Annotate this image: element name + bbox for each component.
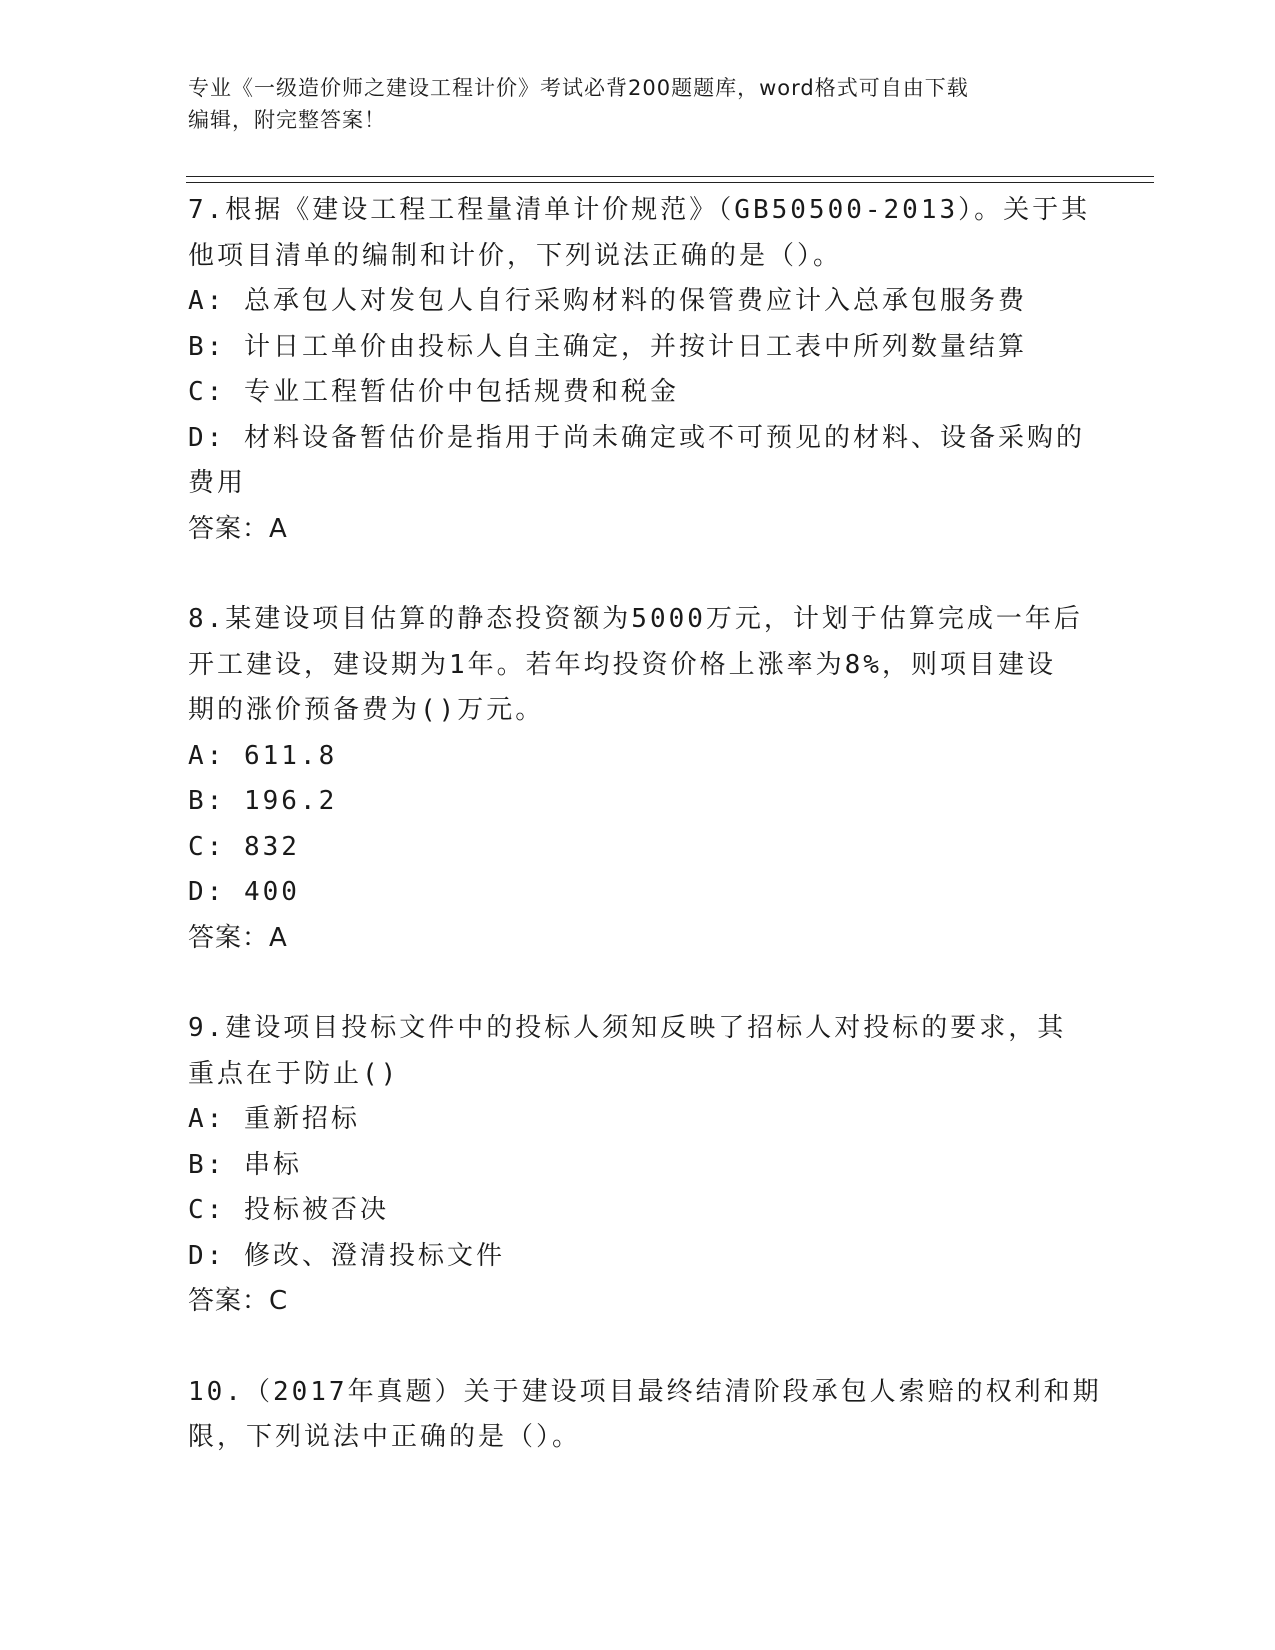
document-header (188, 72, 1088, 136)
option-d: D: 400 (188, 877, 300, 907)
question-text-line: 9.建设项目投标文件中的投标人须知反映了招标人对投标的要求，其 (188, 1013, 1067, 1043)
answer: 答案：A (188, 922, 288, 953)
question-8 (188, 597, 1088, 961)
spacer (188, 1325, 1088, 1370)
option-c: C: 投标被否决 (188, 1195, 389, 1225)
question-text-line: 7.根据《建设工程工程量清单计价规范》（GB50500-2013）。关于其 (188, 195, 1091, 225)
question-text-line: 8.某建设项目估算的静态投资额为5000万元，计划于估算完成一年后 (188, 604, 1083, 634)
answer: 答案：C (188, 1286, 289, 1316)
question-text-line: 他项目清单的编制和计价，下列说法正确的是（）。 (188, 240, 843, 271)
answer: 答案：A (188, 513, 288, 544)
spacer (188, 552, 1088, 597)
header-divider-top (186, 176, 1154, 177)
option-c: C: 832 (188, 831, 300, 862)
option-a: A: 总承包人对发包人自行采购材料的保管费应计入总承包服务费 (188, 286, 1027, 316)
option-d: D: 修改、澄清投标文件 (188, 1240, 505, 1271)
question-text-line: 重点在于防止() (188, 1058, 400, 1089)
question-7 (188, 188, 1091, 552)
option-d-continued: 费用 (188, 468, 247, 498)
question-text-line: 期的涨价预备费为()万元。 (188, 695, 545, 725)
option-b: B: 串标 (188, 1149, 302, 1180)
spacer (188, 961, 1088, 1006)
question-text-line: 限，下列说法中正确的是（）。 (188, 1422, 582, 1452)
option-a: A: 重新招标 (188, 1104, 360, 1134)
header-line-2: 编辑，附完整答案！ (188, 108, 386, 132)
option-a: A: 611.8 (188, 740, 338, 771)
option-b: B: 计日工单价由投标人自主确定，并按计日工表中所列数量结算 (188, 331, 1027, 362)
question-text-line: 开工建设，建设期为1年。若年均投资价格上涨率为8%，则项目建设 (188, 649, 1056, 680)
question-list (188, 188, 1102, 1461)
question-text-line: 10.（2017年真题）关于建设项目最终结清阶段承包人索赔的权利和期 (188, 1376, 1102, 1407)
option-d: D: 材料设备暂估价是指用于尚未确定或不可预见的材料、设备采购的 (188, 422, 1085, 453)
header-divider-bottom (186, 182, 1154, 183)
option-b: B: 196.2 (188, 786, 338, 816)
header-line-1: 专业《一级造价师之建设工程计价》考试必背200题题库，word格式可自由下载 (188, 76, 969, 100)
question-10 (188, 1370, 1102, 1461)
option-c: C: 专业工程暂估价中包括规费和税金 (188, 377, 679, 407)
question-9 (188, 1006, 1088, 1325)
